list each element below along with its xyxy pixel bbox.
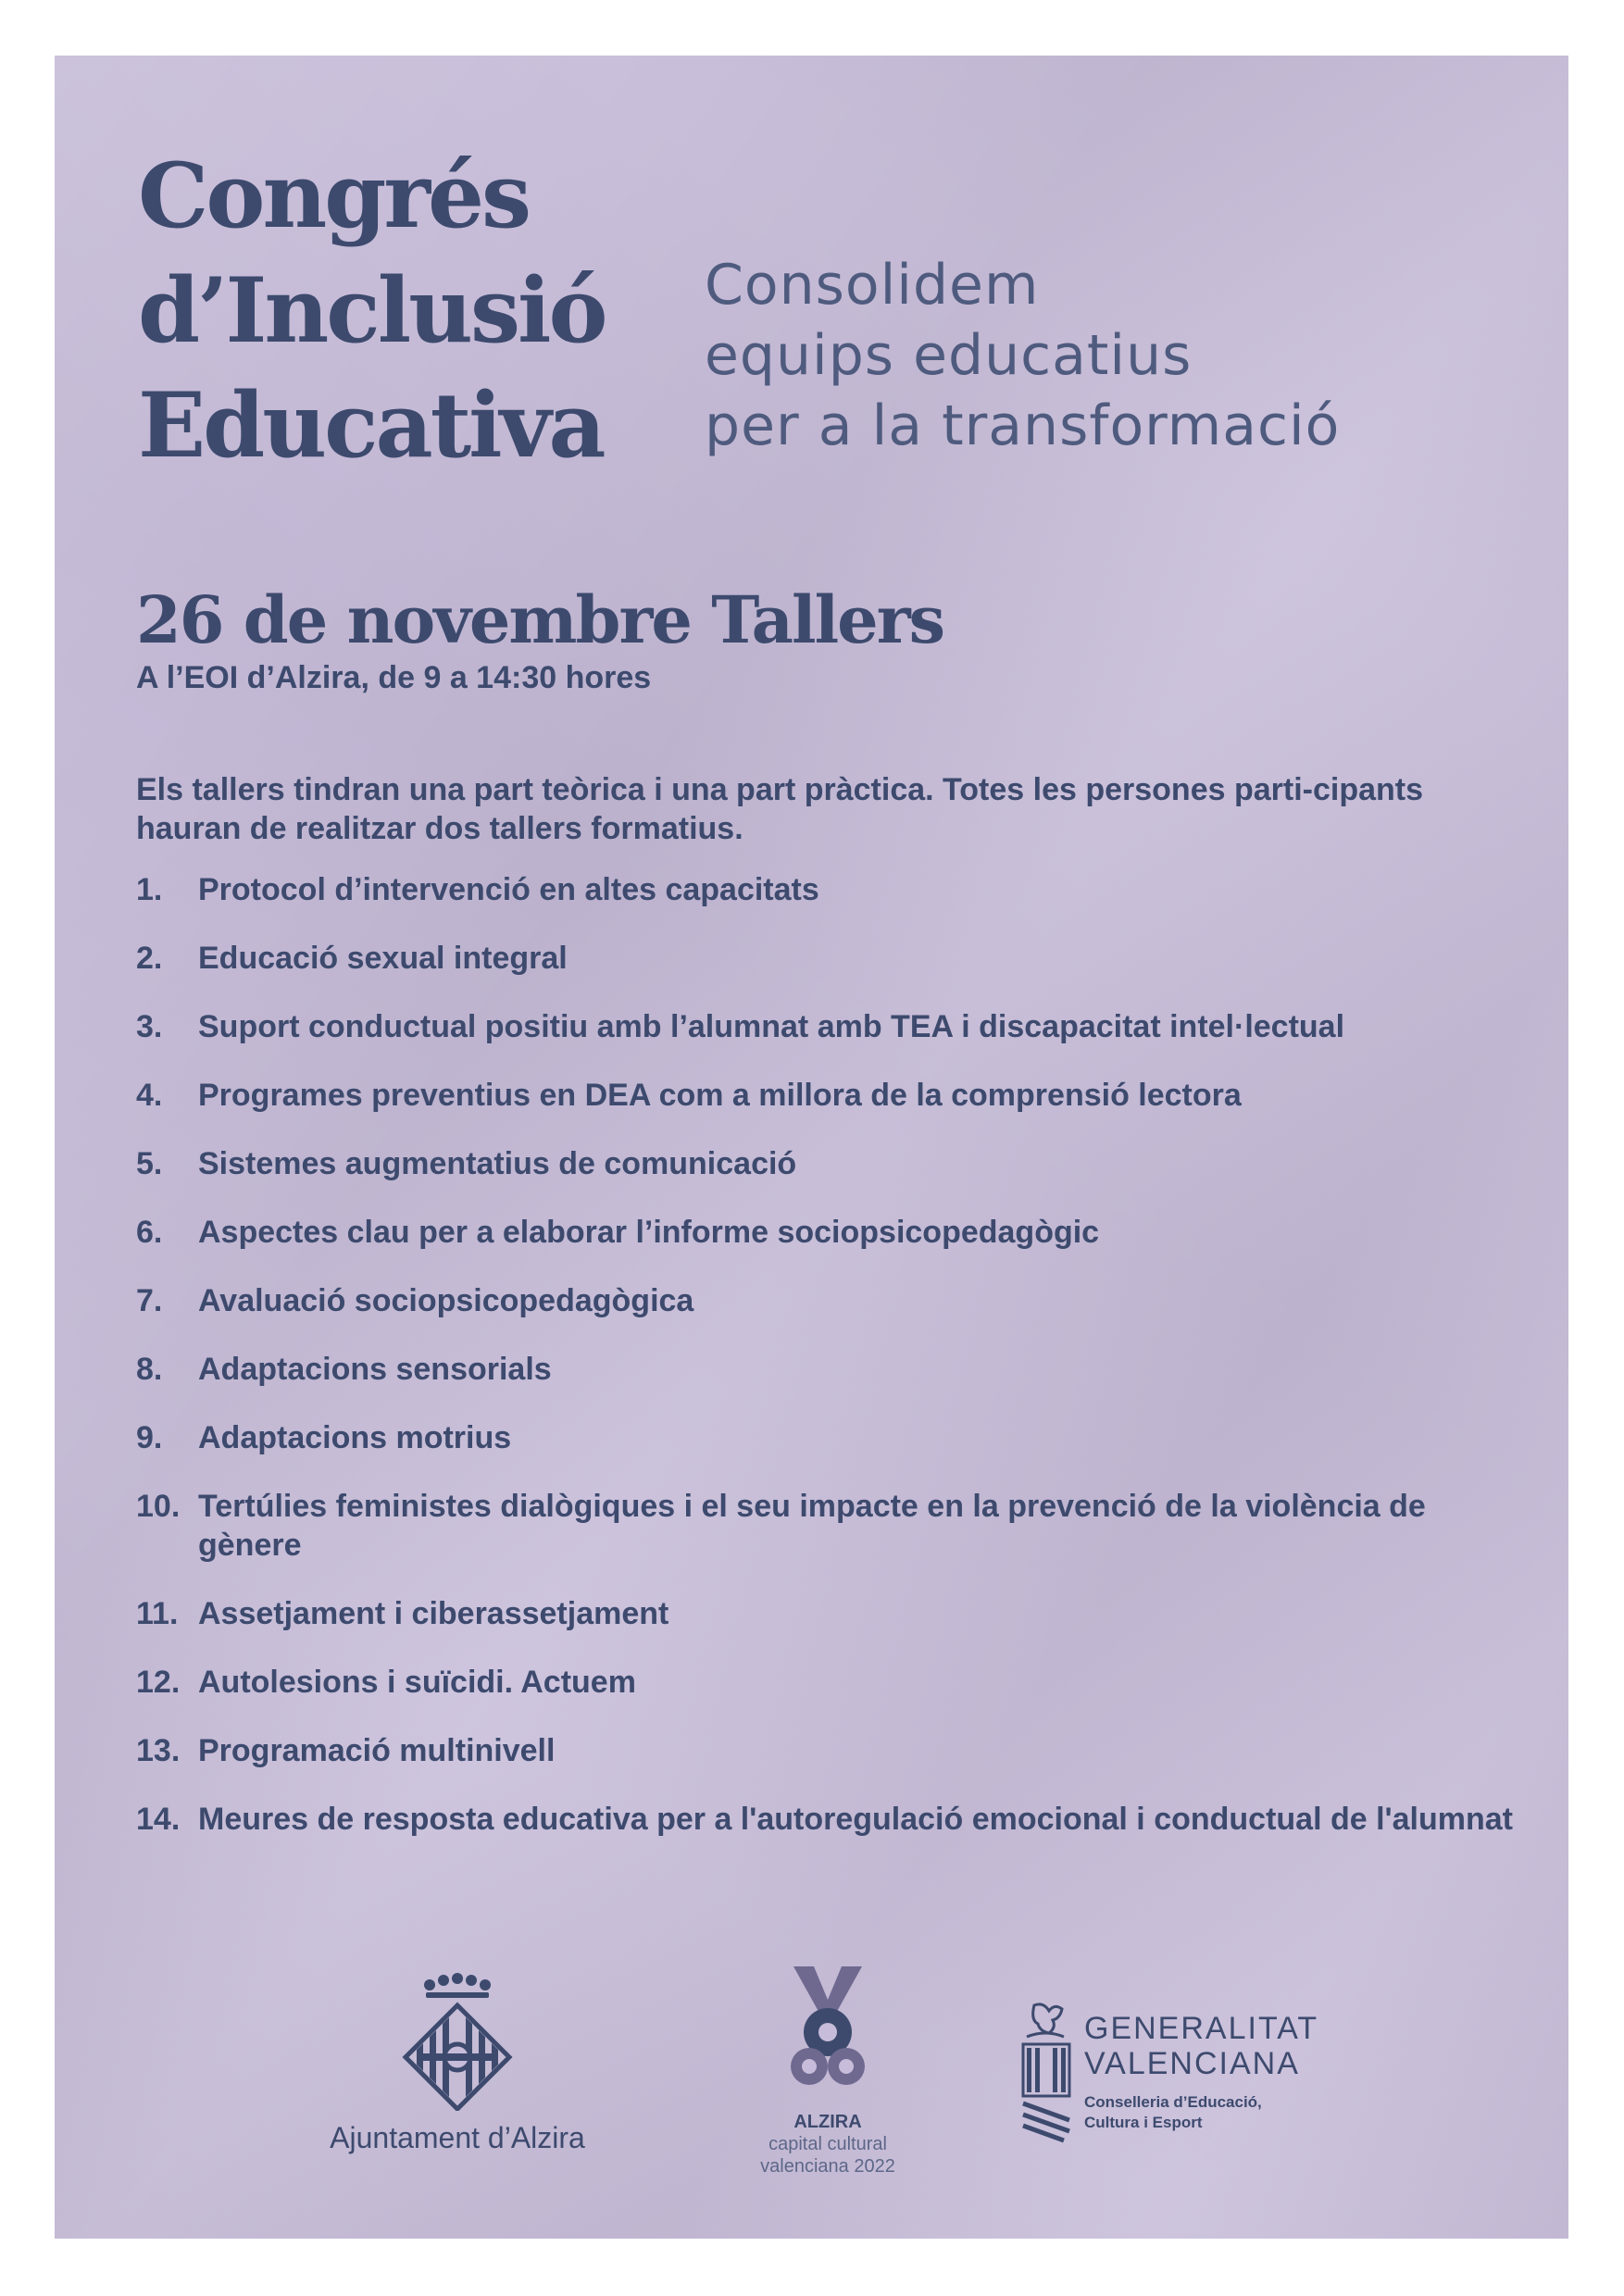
alzira-capital-logo (721, 1963, 934, 2177)
title-line: Congrés (138, 144, 530, 248)
intro-text: Els tallers tindran una part teòrica i una part pràctica. Totes les persones parti-cipants hauran de realitzar dos tallers formatius. (136, 772, 1423, 846)
workshop-item (136, 1731, 1525, 1770)
event-title (138, 139, 606, 483)
workshop-number: 6. (136, 1215, 163, 1250)
workshop-title: Aspectes clau per a elaborar l’informe sociopsicopedagògic (198, 1215, 1100, 1250)
workshop-number: 10. (136, 1489, 181, 1524)
workshop-item (136, 939, 1525, 978)
workshop-number: 2. (136, 941, 163, 976)
gva-shield-icon (1018, 2000, 1075, 2148)
workshop-number: 3. (136, 1009, 163, 1044)
workshop-item (136, 1418, 1525, 1457)
title-line: d’Inclusió (138, 258, 606, 363)
workshop-item (136, 1281, 1525, 1320)
poster (55, 56, 1568, 2239)
workshop-number: 1. (136, 872, 163, 907)
workshop-item (136, 1663, 1525, 1702)
workshop-number: 11. (136, 1596, 179, 1631)
alzira-name: ALZIRA (793, 2112, 862, 2132)
workshop-title: Sistemes augmentatius de comunicació (198, 1146, 797, 1181)
workshop-title: Programació multinivell (198, 1733, 556, 1768)
subtitle-line: per a la transformació (705, 393, 1341, 458)
workshop-number: 4. (136, 1078, 163, 1113)
workshop-title: Educació sexual integral (198, 941, 568, 976)
workshop-item (136, 1076, 1525, 1115)
gva-dept-line: Cultura i Esport (1084, 2114, 1203, 2131)
ajuntament-logo (286, 1972, 629, 2155)
workshop-title: Programes preventius en DEA com a millora de la comprensió lectora (198, 1078, 1242, 1113)
event-date: 26 de novembre Tallers (136, 581, 943, 658)
workshop-number: 12. (136, 1665, 181, 1700)
workshop-title: Suport conductual positiu amb l’alumnat amb TEA i discapacitat intel·lectual (198, 1009, 1345, 1044)
workshop-number: 14. (136, 1802, 181, 1837)
gva-name-line: VALENCIANA (1084, 2046, 1300, 2081)
city-crest-icon (393, 1972, 522, 2111)
workshop-title: Protocol d’intervenció en altes capacitats (198, 872, 819, 907)
workshop-number: 7. (136, 1283, 163, 1318)
title-line: Educativa (138, 373, 604, 478)
workshop-list (136, 870, 1525, 1868)
workshop-item (136, 1487, 1525, 1565)
workshop-title: Tertúlies feministes dialògiques i el seu impacte en la prevenció de la violència de gènere (198, 1489, 1426, 1563)
alzira-capital-icon (777, 1963, 879, 2102)
subtitle-line: Consolidem (705, 253, 1040, 318)
workshop-number: 8. (136, 1352, 163, 1387)
workshop-item (136, 1007, 1525, 1046)
alzira-subline: valenciana 2022 (760, 2156, 895, 2177)
workshop-title: Autolesions i suïcidi. Actuem (198, 1665, 636, 1700)
workshop-item (136, 1800, 1525, 1839)
gva-text (1084, 2011, 1318, 2133)
workshop-item (136, 1213, 1525, 1252)
workshop-title: Meures de resposta educativa per a l'autoregulació emocional i conductual de l'alumnat (198, 1802, 1513, 1837)
workshop-item (136, 870, 1525, 909)
alzira-subline: capital cultural (768, 2134, 887, 2154)
workshop-title: Avaluació sociopsicopedagògica (198, 1283, 694, 1318)
workshop-number: 13. (136, 1733, 181, 1768)
workshop-number: 5. (136, 1146, 163, 1181)
workshop-title: Assetjament i ciberassetjament (198, 1596, 669, 1631)
gva-name-line: GENERALITAT (1084, 2011, 1319, 2046)
workshop-title: Adaptacions motrius (198, 1420, 512, 1455)
workshop-item (136, 1144, 1525, 1183)
subtitle-line: equips educatius (705, 323, 1193, 388)
event-subtitle (705, 250, 1340, 461)
event-place: A l’EOI d’Alzira, de 9 a 14:30 hores (136, 660, 652, 695)
ajuntament-label: Ajuntament d’Alzira (330, 2121, 585, 2154)
workshop-item (136, 1594, 1525, 1633)
workshop-item (136, 1350, 1525, 1389)
workshop-title: Adaptacions sensorials (198, 1352, 552, 1387)
workshop-number: 9. (136, 1420, 163, 1455)
gva-dept-line: Conselleria d’Educació, (1084, 2093, 1262, 2111)
